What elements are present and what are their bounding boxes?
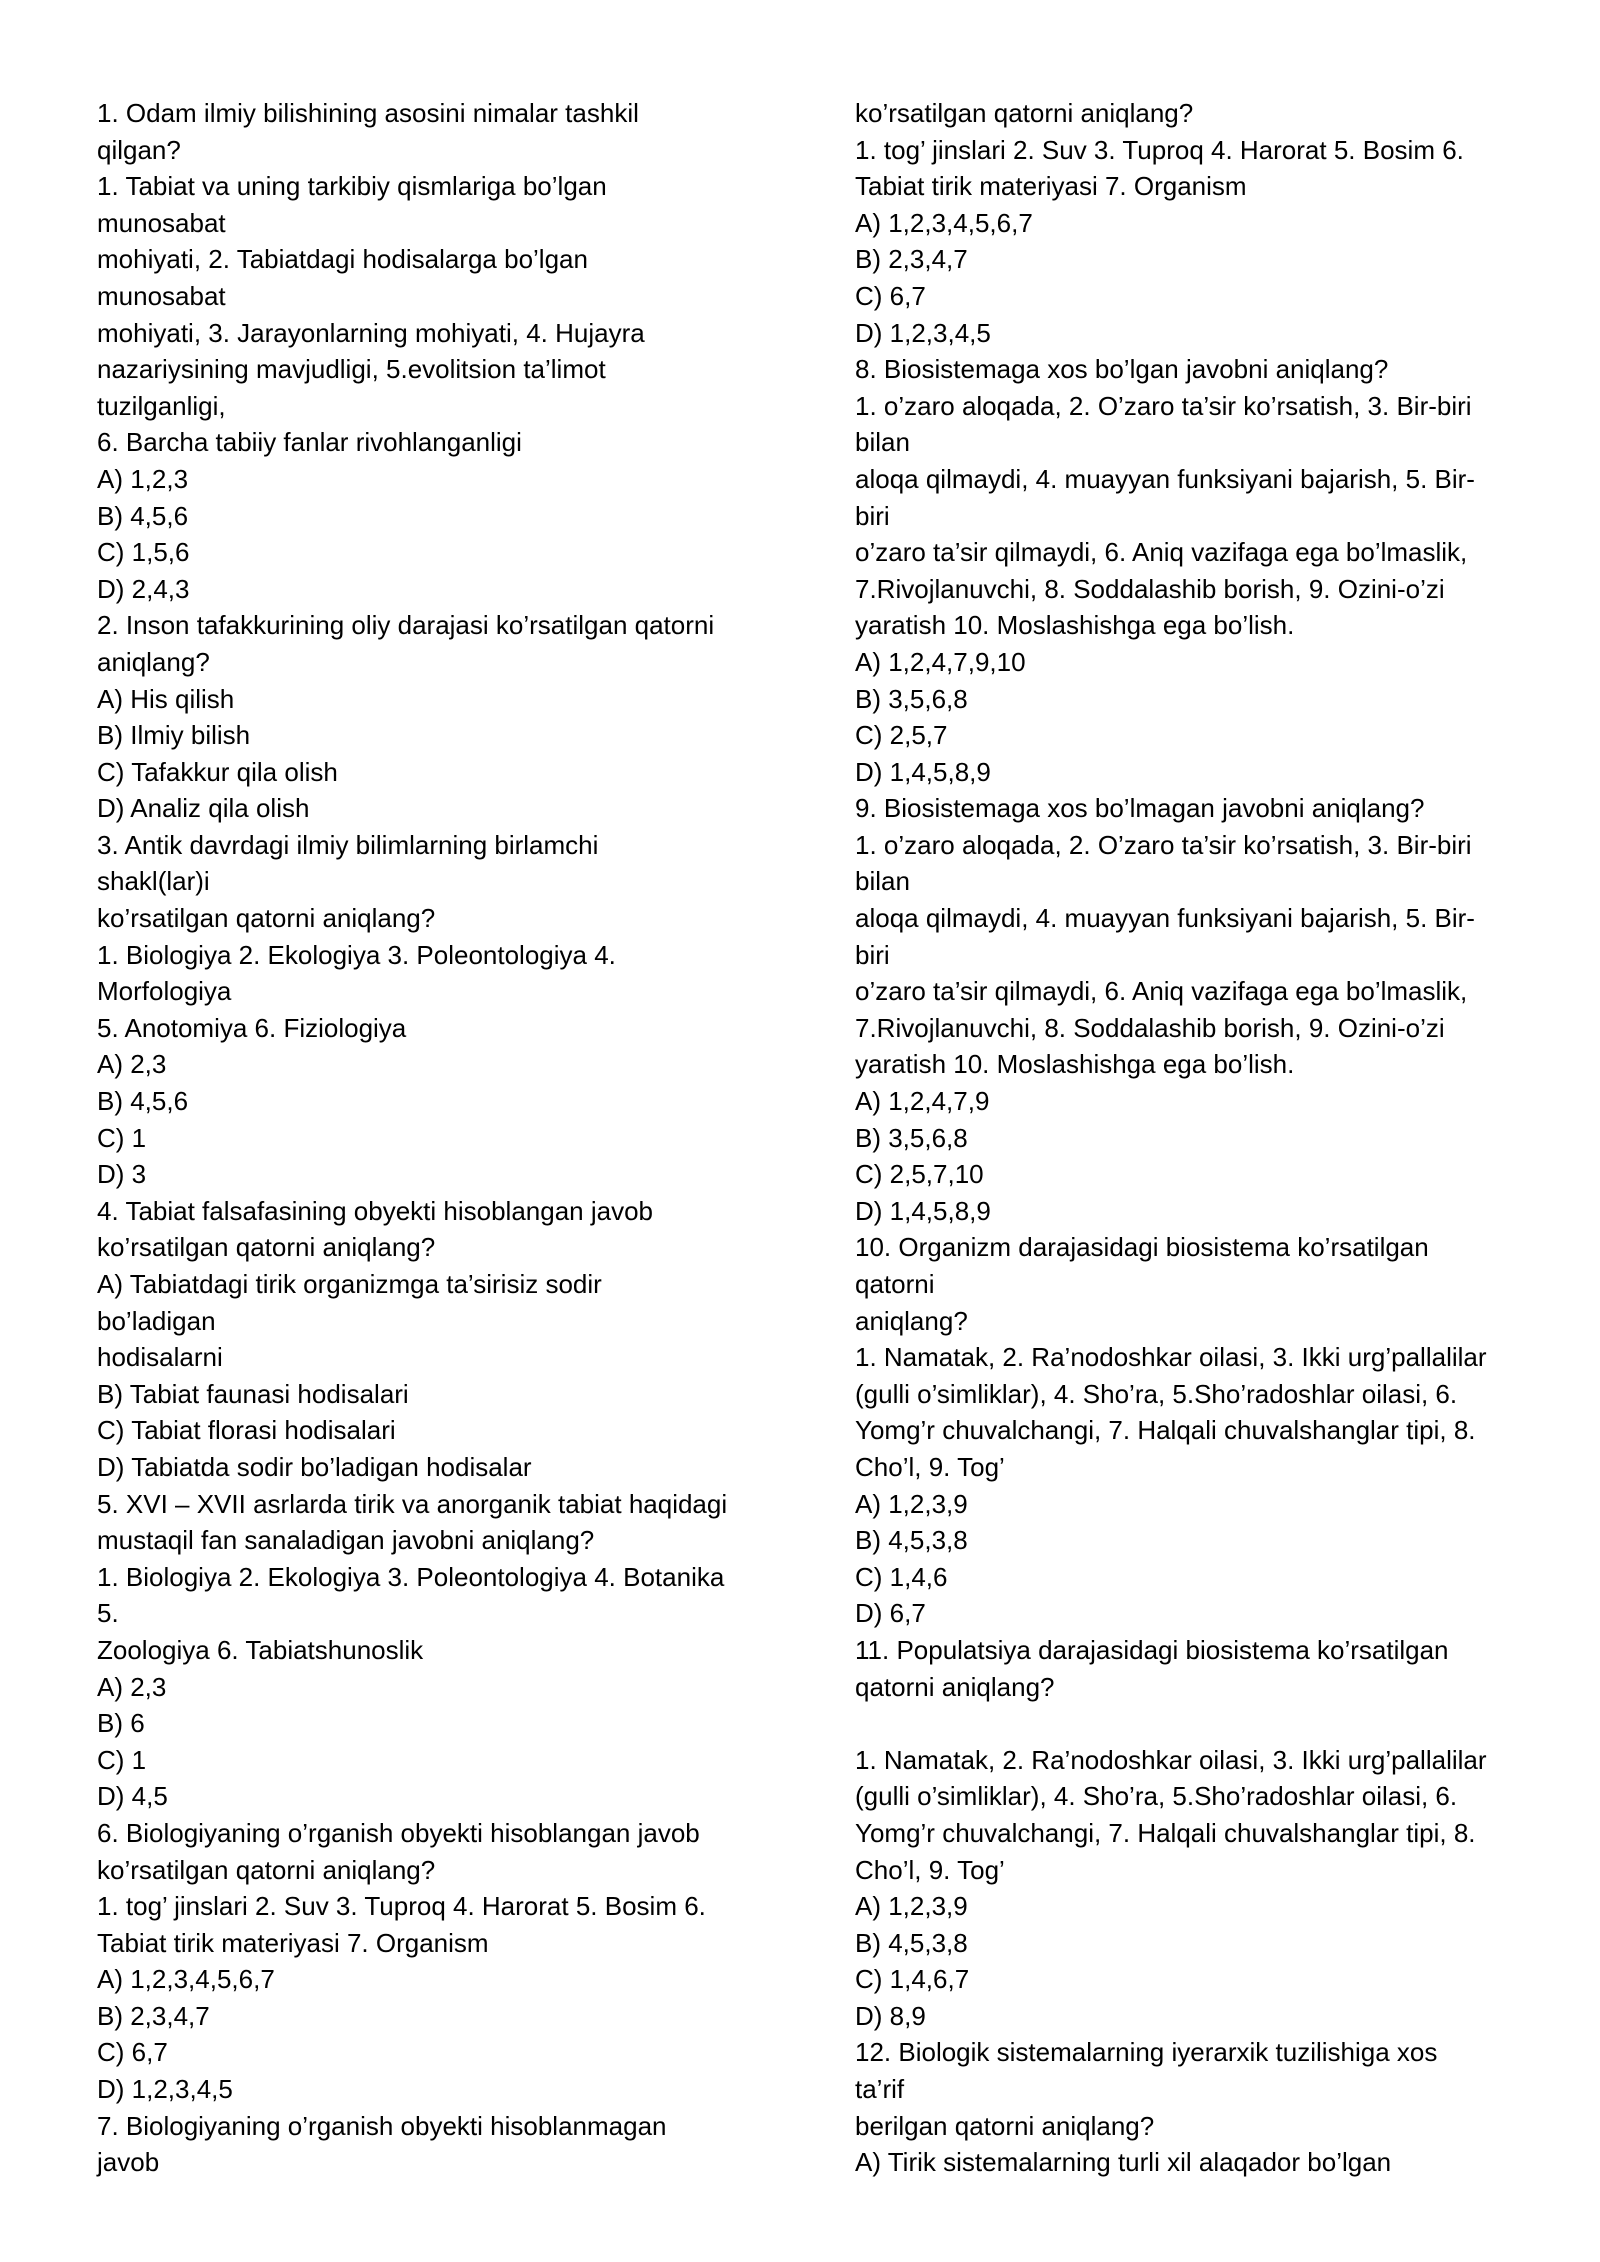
text-line: aloqa qilmaydi, 4. muayyan funksiyani bajarish, 5. Bir-: [855, 463, 1475, 494]
text-line: B) Tabiat faunasi hodisalari: [97, 1378, 409, 1409]
text-line: Morfologiya: [97, 976, 232, 1007]
text-line: A) 1,2,3: [97, 463, 189, 494]
text-line: C) 2,5,7: [855, 720, 948, 751]
text-line: 4. Tabiat falsafasining obyekti hisoblangan javob: [97, 1195, 654, 1226]
text-line: D) 1,2,3,4,5: [855, 317, 991, 348]
text-line: A) 1,2,3,4,5,6,7: [855, 207, 1033, 238]
text-line: (gulli o’simliklar), 4. Sho’ra, 5.Sho’radoshlar oilasi, 6.: [855, 1378, 1458, 1409]
text-line: 1. o’zaro aloqada, 2. O’zaro ta’sir ko’rsatish, 3. Bir-biri: [855, 390, 1472, 421]
text-line: hodisalarni: [97, 1342, 223, 1373]
text-line: Tabiat tirik materiyasi 7. Organism: [97, 1927, 489, 1958]
text-line: nazariysining mavjudligi, 5.evolitsion ta’limot: [97, 354, 606, 385]
text-line: aloqa qilmaydi, 4. muayyan funksiyani bajarish, 5. Bir-: [855, 903, 1475, 934]
text-line: B) 3,5,6,8: [855, 1122, 968, 1153]
text-line: A) 1,2,3,4,5,6,7: [97, 1964, 275, 1995]
text-line: D) 1,2,3,4,5: [97, 2074, 233, 2105]
text-line: Cho’l, 9. Tog’: [855, 1854, 1005, 1885]
text-line: 5. Anotomiya 6. Fiziologiya: [97, 1012, 407, 1043]
text-line: qatorni: [855, 1269, 935, 1299]
text-line: 1. tog’ jinslari 2. Suv 3. Tuproq 4. Harorat 5. Bosim 6.: [97, 1891, 706, 1922]
text-line: B) 6: [97, 1708, 145, 1739]
text-line: C) Tabiat florasi hodisalari: [97, 1415, 396, 1446]
text-line: qatorni aniqlang?: [855, 1671, 1055, 1702]
text-line: 7.Rivojlanuvchi, 8. Soddalashib borish, 9. Ozini-o’zi: [855, 1012, 1445, 1043]
text-line: yaratish 10. Moslashishga ega bo’lish.: [855, 1049, 1295, 1080]
text-line: ko’rsatilgan qatorni aniqlang?: [97, 903, 436, 934]
text-line: D) Analiz qila olish: [97, 793, 310, 824]
text-line: 1. Namatak, 2. Ra’nodoshkar oilasi, 3. Ikki urg’pallalilar: [855, 1342, 1487, 1373]
text-line: munosabat: [97, 280, 226, 311]
text-line: B) 4,5,6: [97, 500, 189, 531]
text-line: A) 2,3: [97, 1049, 167, 1080]
text-line: 12. Biologik sistemalarning iyerarxik tuzilishiga xos: [855, 2037, 1438, 2068]
text-line: 1. Odam ilmiy bilishining asosini nimalar tashkil: [97, 98, 639, 128]
text-line: D) 2,4,3: [97, 573, 190, 604]
text-line: D) 8,9: [855, 2000, 926, 2031]
text-line: A) His qilish: [97, 683, 235, 714]
text-line: mustaqil fan sanaladigan javobni aniqlang?: [97, 1525, 595, 1556]
text-line: ko’rsatilgan qatorni aniqlang?: [855, 98, 1194, 128]
text-line: C) 1,4,6,7: [855, 1964, 970, 1995]
text-line: 2. Inson tafakkurining oliy darajasi ko’rsatilgan qatorni: [97, 610, 715, 641]
text-line: 6. Barcha tabiiy fanlar rivohlanganligi: [97, 427, 522, 458]
left-column: [97, 95, 777, 2181]
text-line: 7.Rivojlanuvchi, 8. Soddalashib borish, 9. Ozini-o’zi: [855, 573, 1445, 604]
text-line: 11. Populatsiya darajasidagi biosistema ko’rsatilgan: [855, 1634, 1449, 1665]
text-line: 6. Biologiyaning o’rganish obyekti hisoblangan javob: [97, 1817, 700, 1848]
right-column: [855, 95, 1545, 2181]
text-line: Cho’l, 9. Tog’: [855, 1451, 1005, 1482]
text-line: D) 6,7: [855, 1598, 926, 1629]
text-line: C) 1: [97, 1122, 147, 1153]
text-line: C) 6,7: [855, 280, 926, 311]
text-line: tuzilganligi,: [97, 390, 226, 421]
text-line: A) Tirik sistemalarning turli xil alaqador bo’lgan: [855, 2147, 1392, 2178]
text-line: B) 3,5,6,8: [855, 683, 968, 714]
text-line: mohiyati, 2. Tabiatdagi hodisalarga bo’lgan: [97, 244, 588, 275]
text-line: aniqlang?: [97, 646, 210, 677]
text-line: o’zaro ta’sir qilmaydi, 6. Aniq vazifaga ega bo’lmaslik,: [855, 537, 1468, 568]
text-line: Tabiat tirik materiyasi 7. Organism: [855, 171, 1247, 202]
text-line: B) 2,3,4,7: [97, 2000, 210, 2031]
text-line: Yomg’r chuvalchangi, 7. Halqali chuvalshanglar tipi, 8.: [855, 1817, 1476, 1848]
text-line: C) 2,5,7,10: [855, 1159, 984, 1190]
text-line: 5. XVI – XVII asrlarda tirik va anorganik tabiat haqidagi: [97, 1488, 728, 1519]
text-line: javob: [97, 2147, 160, 2178]
text-line: B) 4,5,6: [97, 1086, 189, 1117]
text-line: bilan: [855, 427, 910, 458]
text-line: C) Tafakkur qila olish: [97, 756, 338, 787]
text-line: C) 1,5,6: [97, 537, 190, 568]
text-line: 9. Biosistemaga xos bo’lmagan javobni aniqlang?: [855, 793, 1425, 824]
text-line: D) 3: [97, 1159, 147, 1190]
text-line: 10. Organizm darajasidagi biosistema ko’rsatilgan: [855, 1232, 1429, 1263]
text-line: munosabat: [97, 207, 226, 238]
text-line: qilgan?: [97, 134, 181, 165]
text-line: B) 4,5,3,8: [855, 1927, 968, 1958]
text-line: bilan: [855, 866, 910, 897]
text-line: A) 1,2,3,9: [855, 1488, 968, 1519]
text-line: A) 1,2,4,7,9,10: [855, 646, 1026, 677]
text-line: A) Tabiatdagi tirik organizmga ta’sirisiz sodir: [97, 1269, 602, 1299]
text-line: mohiyati, 3. Jarayonlarning mohiyati, 4. Hujayra: [97, 317, 645, 348]
text-line: Zoologiya 6. Tabiatshunoslik: [97, 1634, 424, 1665]
text-line: ko’rsatilgan qatorni aniqlang?: [97, 1854, 436, 1885]
text-line: A) 1,2,3,9: [855, 1891, 968, 1922]
text-line: 1. tog’ jinslari 2. Suv 3. Tuproq 4. Harorat 5. Bosim 6.: [855, 134, 1464, 165]
text-line: B) Ilmiy bilish: [97, 720, 251, 751]
text-line: B) 2,3,4,7: [855, 244, 968, 275]
text-line: o’zaro ta’sir qilmaydi, 6. Aniq vazifaga ega bo’lmaslik,: [855, 976, 1468, 1007]
text-line: 7. Biologiyaning o’rganish obyekti hisoblanmagan: [97, 2110, 667, 2141]
text-line: B) 4,5,3,8: [855, 1525, 968, 1556]
text-line: berilgan qatorni aniqlang?: [855, 2110, 1155, 2141]
text-line: A) 1,2,4,7,9: [855, 1086, 990, 1117]
text-line: 5.: [97, 1598, 119, 1629]
text-line: Yomg’r chuvalchangi, 7. Halqali chuvalshanglar tipi, 8.: [855, 1415, 1476, 1446]
text-line: ta’rif: [855, 2074, 905, 2105]
text-line: aniqlang?: [855, 1305, 968, 1336]
text-line: 1. Biologiya 2. Ekologiya 3. Poleontologiya 4.: [97, 939, 616, 970]
text-line: shakl(lar)i: [97, 866, 210, 897]
text-line: 1. Biologiya 2. Ekologiya 3. Poleontologiya 4. Botanika: [97, 1561, 725, 1592]
text-line: 1. o’zaro aloqada, 2. O’zaro ta’sir ko’rsatish, 3. Bir-biri: [855, 829, 1472, 860]
text-line: biri: [855, 500, 890, 531]
text-line: biri: [855, 939, 890, 970]
text-line: D) Tabiatda sodir bo’ladigan hodisalar: [97, 1451, 532, 1482]
text-line: A) 2,3: [97, 1671, 167, 1702]
text-line: 1. Tabiat va uning tarkibiy qismlariga bo’lgan: [97, 171, 607, 202]
text-line: D) 1,4,5,8,9: [855, 756, 991, 787]
text-line: 3. Antik davrdagi ilmiy bilimlarning birlamchi: [97, 829, 599, 860]
text-line: yaratish 10. Moslashishga ega bo’lish.: [855, 610, 1295, 641]
text-line: C) 1: [97, 1744, 147, 1775]
text-line: (gulli o’simliklar), 4. Sho’ra, 5.Sho’radoshlar oilasi, 6.: [855, 1781, 1458, 1812]
text-line: [855, 1705, 1545, 1742]
text-line: C) 1,4,6: [855, 1561, 948, 1592]
text-line: D) 1,4,5,8,9: [855, 1195, 991, 1226]
text-line: ko’rsatilgan qatorni aniqlang?: [97, 1232, 436, 1263]
text-line: C) 6,7: [97, 2037, 168, 2068]
text-line: bo’ladigan: [97, 1305, 216, 1336]
text-line: D) 4,5: [97, 1781, 168, 1812]
text-line: 8. Biosistemaga xos bo’lgan javobni aniqlang?: [855, 354, 1389, 385]
text-line: 1. Namatak, 2. Ra’nodoshkar oilasi, 3. Ikki urg’pallalilar: [855, 1744, 1487, 1775]
